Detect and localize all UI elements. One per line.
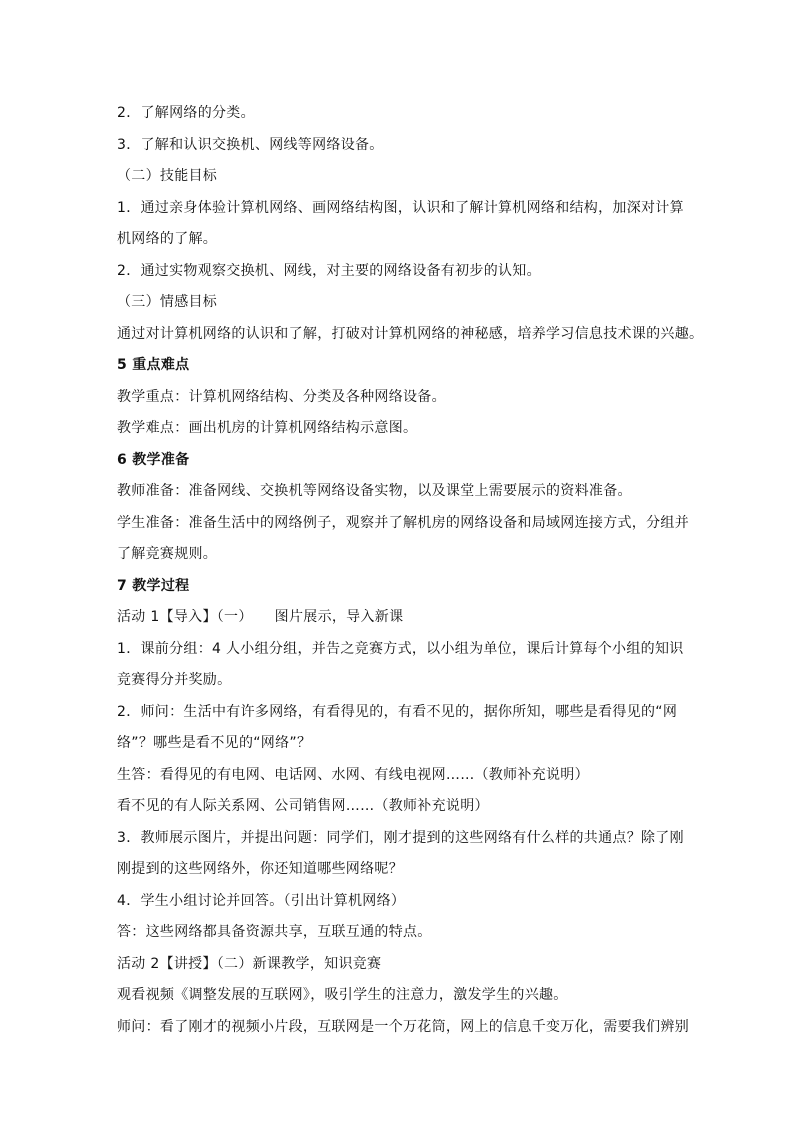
text-line: 1．通过亲身体验计算机网络、画网络结构图，认识和了解计算机网络和结构，加深对计算 (117, 199, 684, 216)
text-line: 了解竞赛规则。 (117, 546, 218, 562)
text-line: 教学重点：计算机网络结构、分类及各种网络设备。 (117, 388, 446, 405)
document-page (117, 98, 704, 1043)
activity-label: 活动 1【导入】（一） (117, 609, 253, 625)
section-heading: 7 教学过程 (117, 577, 190, 594)
text-line: 3．教师展示图片，并提出问题：同学们，刚才提到的这些网络有什么样的共通点？除了刚 (117, 829, 684, 846)
text-line: 3．了解和认识交换机、网线等网络设备。 (117, 136, 384, 153)
text-line: 看不见的有人际关系网、公司销售网……（教师补充说明） (117, 798, 489, 814)
text-line: 络”？哪些是看不见的“网络”？ (117, 735, 312, 751)
text-line: 答：这些网络都具备资源共享，互联互通的特点。 (117, 924, 432, 940)
activity-title: 图片展示，导入新课 (274, 609, 404, 625)
section-heading: 5 重点难点 (117, 357, 190, 373)
text-line: 活动 2【讲授】（二）新课教学，知识竞赛 (117, 955, 382, 972)
text-line (117, 602, 677, 634)
text-line: 2．师问：生活中有许多网络，有看得见的，有看不见的，据你所知，哪些是看得见的“网 (117, 703, 678, 720)
text-line: （二）技能目标 (117, 168, 218, 184)
text-line: 2．通过实物观察交换机、网线，对主要的网络设备有初步的认知。 (117, 262, 541, 279)
text-line: 4．学生小组讨论并回答。（引出计算机网络） (117, 892, 406, 909)
text-line: （三）情感目标 (117, 294, 218, 310)
text-line: 通过对计算机网络的认识和了解，打破对计算机网络的神秘感，培养学习信息技术课的兴趣。 (117, 325, 704, 342)
section-heading: 6 教学准备 (117, 451, 190, 468)
text-line: 教学难点：画出机房的计算机网络结构示意图。 (117, 420, 418, 436)
text-line: 2．了解网络的分类。 (117, 105, 255, 121)
text-line: 竞赛得分并奖励。 (117, 672, 232, 688)
text-line: 1．课前分组：4 人小组分组，并告之竞赛方式，以小组为单位，课后计算每个小组的知识 (117, 640, 684, 657)
text-line: 学生准备：准备生活中的网络例子，观察并了解机房的网络设备和局域网连接方式，分组并 (117, 514, 689, 531)
text-line: 教师准备：准备网线、交换机等网络设备实物，以及课堂上需要展示的资料准备。 (117, 483, 632, 499)
text-line: 观看视频《调整发展的互联网》，吸引学生的注意力，激发学生的兴趣。 (117, 987, 568, 1003)
text-line: 刚提到的这些网络外，你还知道哪些网络呢？ (117, 861, 403, 877)
text-line: 生答：看得见的有电网、电话网、水网、有线电视网……（教师补充说明） (117, 766, 589, 783)
text-line: 师问：看了刚才的视频小片段，互联网是一个万花筒，网上的信息千变万化，需要我们辨别 (117, 1018, 689, 1035)
text-line: 机网络的了解。 (117, 231, 218, 247)
